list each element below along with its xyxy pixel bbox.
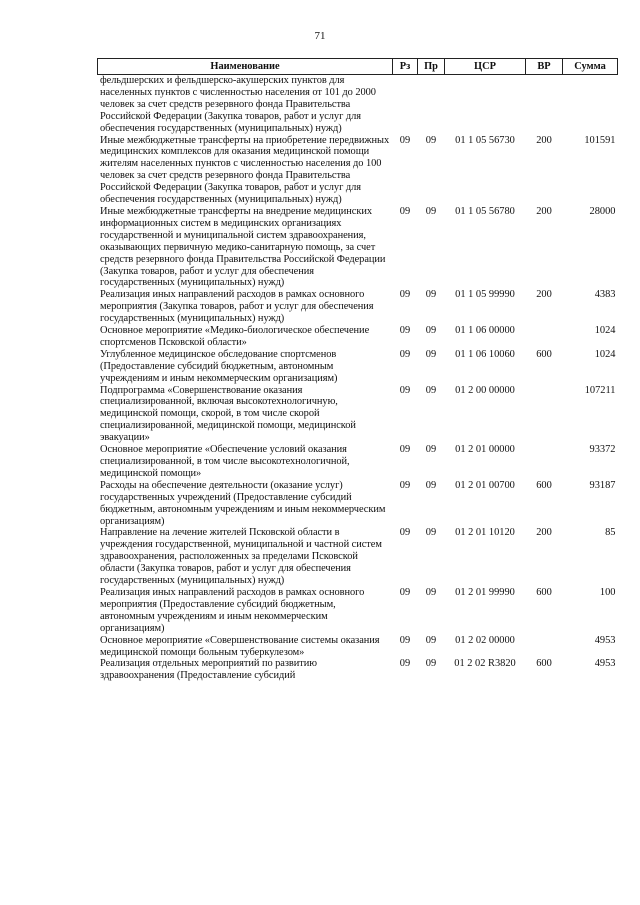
row-sum: 107211	[584, 384, 616, 396]
row-sum: 100	[599, 586, 616, 598]
row-name: Реализация отдельных мероприятий по развитию здравоохранения (Предоставление субсидий	[100, 658, 317, 682]
row-vr	[526, 444, 563, 480]
row-rz: 09	[399, 444, 411, 456]
row-pr: 09	[425, 348, 437, 360]
header-csr: ЦСР	[445, 59, 526, 75]
row-sum: 85	[605, 527, 616, 539]
row-sum: 101591	[584, 134, 616, 146]
row-name: Реализация иных направлений расходов в рамках основного мероприятия (Закупка товаров, работ и услуг для обеспечения государственных (муниципальных) нужд)	[100, 289, 374, 325]
row-pr: 09	[425, 527, 437, 539]
row-csr: 01 1 05 56730	[455, 134, 515, 146]
row-pr: 09	[425, 384, 437, 396]
budget-table	[97, 58, 618, 682]
row-vr	[526, 75, 563, 135]
row-pr	[418, 75, 445, 135]
row-csr: 01 1 05 56780	[455, 205, 515, 217]
row-pr: 09	[425, 634, 437, 646]
row-name: Подпрограмма «Совершенствование оказания специализированной, включая высокотехнологичную, медицинской помощи, скорой, в том числе скорой специализированной, медицинской помощи, медицинской эвакуации»	[100, 384, 356, 444]
row-csr: 01 1 06 00000	[455, 325, 515, 337]
row-sum: 1024	[594, 325, 616, 337]
row-rz: 09	[399, 634, 411, 646]
row-rz: 09	[399, 384, 411, 396]
row-csr: 01 2 02 R3820	[454, 658, 516, 670]
row-vr: 200	[536, 134, 552, 146]
row-sum: 4383	[594, 289, 616, 301]
row-rz: 09	[399, 325, 411, 337]
row-rz: 09	[399, 134, 411, 146]
table-row	[98, 206, 618, 289]
row-pr: 09	[425, 479, 437, 491]
row-name: Реализация иных направлений расходов в рамках основного мероприятия (Предоставление субсидий бюджетным, автономным учреждениям и иным некоммерческим организациям)	[100, 586, 365, 634]
row-name: Расходы на обеспечение деятельности (оказание услуг) государственных учреждений (Предоставление субсидий бюджетным, автономным учреждениям и иным некоммерческим организациям)	[100, 479, 386, 527]
row-rz: 09	[399, 289, 411, 301]
table-row	[98, 635, 618, 659]
row-sum: 1024	[594, 348, 616, 360]
row-vr	[526, 385, 563, 445]
table-row	[98, 349, 618, 385]
row-rz: 09	[399, 586, 411, 598]
row-vr: 600	[536, 348, 552, 360]
table-row	[98, 289, 618, 325]
row-vr: 600	[536, 479, 552, 491]
row-csr: 01 2 01 10120	[455, 527, 515, 539]
header-vr: ВР	[526, 59, 563, 75]
row-name: Основное мероприятие «Совершенствование системы оказания медицинской помощи больным туберкулезом»	[100, 634, 380, 658]
table-row	[98, 385, 618, 445]
row-rz	[393, 75, 418, 135]
table-row	[98, 480, 618, 528]
row-csr: 01 1 05 99990	[455, 289, 515, 301]
row-vr: 200	[536, 205, 552, 217]
row-name: Углубленное медицинское обследование спортсменов (Предоставление субсидий бюджетным, автономным учреждениям и иным некоммерческим организациям)	[100, 348, 338, 384]
row-sum: 4953	[594, 634, 616, 646]
header-rz: Рз	[393, 59, 418, 75]
row-pr: 09	[425, 325, 437, 337]
row-vr: 600	[536, 586, 552, 598]
row-rz: 09	[399, 479, 411, 491]
row-vr	[526, 325, 563, 349]
row-pr: 09	[425, 658, 437, 670]
row-pr: 09	[425, 586, 437, 598]
row-name: Основное мероприятие «Обеспечение условий оказания специализированной, в том числе высокотехнологичной, медицинской помощи»	[100, 444, 350, 479]
row-pr: 09	[425, 289, 437, 301]
table-row	[98, 325, 618, 349]
table-row	[98, 527, 618, 587]
row-name: Иные межбюджетные трансферты на внедрение медицинских информационных систем в медицинских организациях государственной и муниципальной систем здравоохранения, оказывающих первичную медико-санитарную помощь, за счет средств резервного фонда Правительства Российской Федерации (Закупка товаров, работ и услуг для обеспечения государственных (муниципальных) нужд)	[100, 205, 386, 289]
row-sum: 93187	[589, 479, 616, 491]
table-row	[98, 75, 618, 135]
row-name: Основное мероприятие «Медико-биологическое обеспечение спортсменов Псковской области»	[100, 325, 370, 348]
row-rz: 09	[399, 527, 411, 539]
row-sum: 28000	[589, 205, 616, 217]
row-pr: 09	[425, 134, 437, 146]
row-rz: 09	[399, 658, 411, 670]
page-number: 71	[314, 30, 326, 42]
row-vr: 200	[536, 527, 552, 539]
row-csr: 01 2 01 99990	[455, 586, 515, 598]
table-row	[98, 587, 618, 635]
row-name: фельдшерских и фельдшерско-акушерских пунктов для населенных пунктов с численностью населения от 101 до 2000 человек за счет средств резервного фонда Правительства Российской Федерации (Закупка товаров, работ и услуг для обеспечения государственных (муниципальных) нужд)	[100, 75, 376, 134]
row-sum	[563, 75, 618, 135]
row-vr: 200	[536, 289, 552, 301]
header-name: Наименование	[98, 59, 393, 75]
row-name: Направление на лечение жителей Псковской области в учреждения государственной, муниципальной и частной систем здравоохранения, расположенных за пределами Псковской области (Закупка товаров, работ и услуг для обеспечения государственных (муниципальных) нужд)	[100, 527, 382, 587]
row-name: Иные межбюджетные трансферты на приобретение передвижных медицинских комплексов для оказания медицинской помощи жителям населенных пунктов с численностью населения до 100 человек за счет средств резервного фонда Правительства Российской Федерации (Закупка товаров, работ и услуг для обеспечения государственных (муниципальных) нужд)	[100, 134, 390, 206]
row-rz: 09	[399, 205, 411, 217]
row-vr	[526, 635, 563, 659]
row-sum: 4953	[594, 658, 616, 670]
row-pr: 09	[425, 444, 437, 456]
row-csr: 01 2 00 00000	[455, 384, 515, 396]
row-csr: 01 2 01 00000	[455, 444, 515, 456]
row-csr	[445, 75, 526, 135]
table-header-row	[98, 59, 618, 75]
header-pr: Пр	[418, 59, 445, 75]
table-row	[98, 658, 618, 682]
table-row	[98, 135, 618, 206]
table-row	[98, 444, 618, 480]
row-csr: 01 1 06 10060	[455, 348, 515, 360]
row-pr: 09	[425, 205, 437, 217]
row-sum: 93372	[589, 444, 616, 456]
row-vr: 600	[536, 658, 552, 670]
row-csr: 01 2 02 00000	[455, 634, 515, 646]
row-csr: 01 2 01 00700	[455, 479, 515, 491]
header-sum: Сумма	[563, 59, 618, 75]
row-rz: 09	[399, 348, 411, 360]
